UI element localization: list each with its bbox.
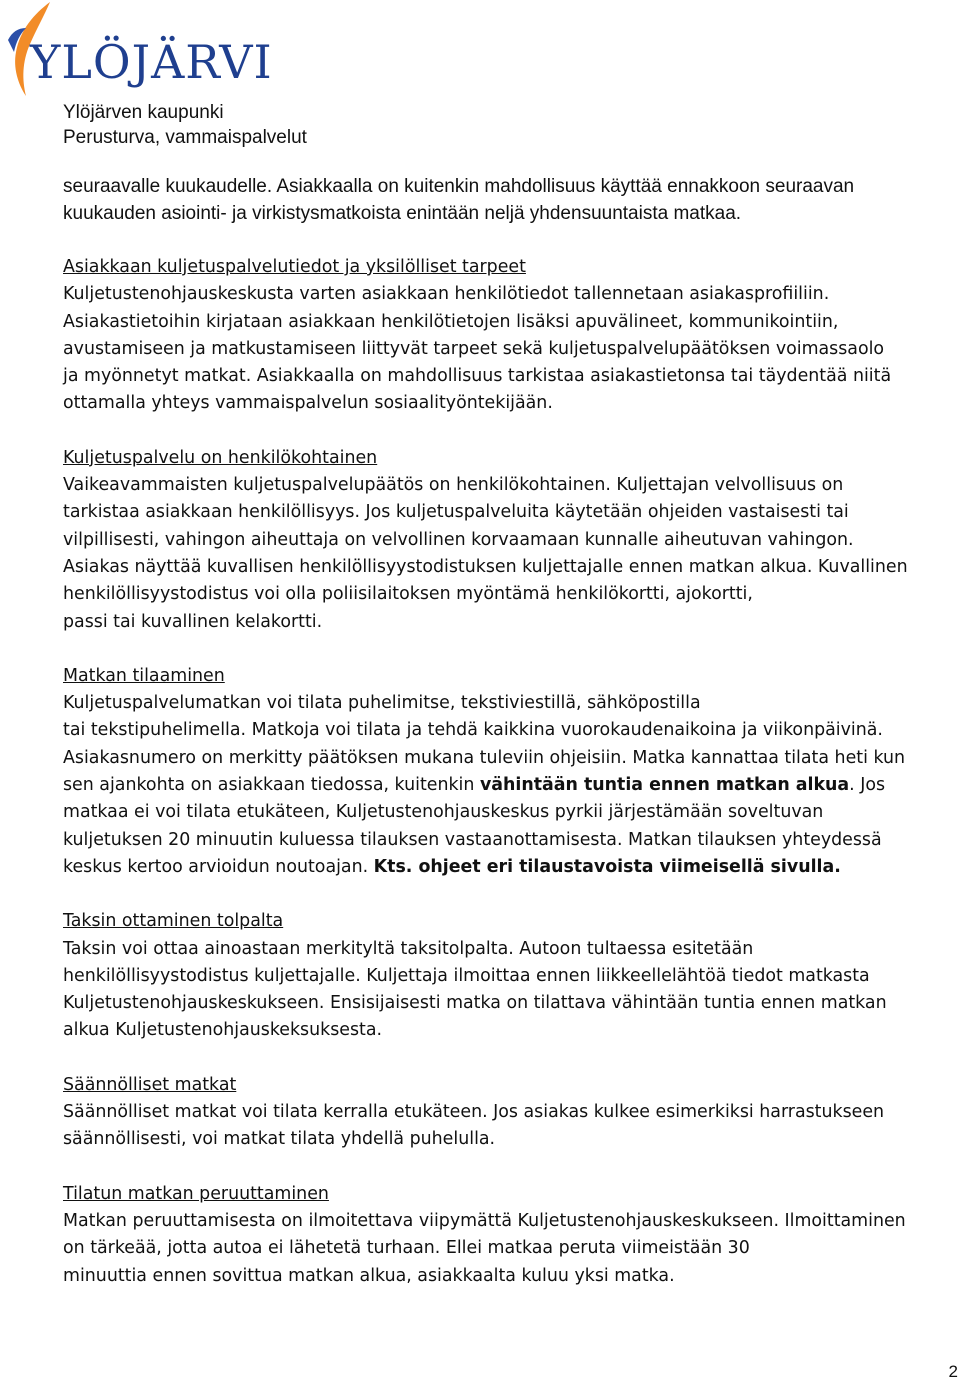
paragraph-line: Asiakas näyttää kuvallisen henkilöllisyystodistuksen kuljettajalle ennen matkan alkua. Kuvallinen — [63, 556, 908, 577]
intro-paragraph — [63, 173, 958, 227]
section-taxi-stand — [63, 908, 958, 1044]
intro-line: seuraavalle kuukaudelle. Asiakkaalla on kuitenkin mahdollisuus käyttää ennakkoon seuraavan — [63, 176, 855, 197]
logo-graphic — [4, 0, 284, 100]
text-run: sen ajankohta on asiakkaan tiedossa, kuitenkin — [63, 775, 480, 796]
paragraph-line: Asiakasnumero on merkitty päätöksen mukana tuleviin ohjeisiin. Matka kannattaa tilata heti kun — [63, 747, 906, 768]
paragraph-line: alkua Kuljetustenohjauskeksuksesta. — [63, 1020, 383, 1041]
section-title: Asiakkaan kuljetuspalvelutiedot ja yksilölliset tarpeet — [63, 257, 526, 277]
section-regular-trips — [63, 1072, 958, 1154]
paragraph-line: henkilöllisyystodistus kuljettajalle. Kuljettaja ilmoittaa ennen liikkeellelähtöä tiedot matkasta — [63, 965, 870, 986]
section-title: Säännölliset matkat — [63, 1074, 237, 1095]
page-number: 2 — [948, 1362, 958, 1381]
paragraph-line: vilpillisesti, vahingon aiheuttaja on velvollinen korvaamaan kunnalle aiheutuvan vahingon. — [63, 529, 854, 550]
paragraph-line: säännöllisesti, voi matkat tilata yhdellä puhelulla. — [63, 1129, 496, 1150]
paragraph-line: matkaa ei voi tilata etukäteen, Kuljetustenohjauskeskus pyrkii järjestämään soveltuvan — [63, 802, 824, 823]
text-run: . Jos — [849, 775, 886, 796]
document-body — [63, 173, 958, 1317]
intro-line: kuukauden asiointi- ja virkistysmatkoista enintään neljä yhdensuuntaista matkaa. — [63, 203, 742, 224]
paragraph-line: Asiakastietoihin kirjataan asiakkaan henkilötietojen lisäksi apuvälineet, kommunikointiin, — [63, 311, 839, 332]
paragraph-line: Kuljetustenohjauskeskukseen. Ensisijaisesti matka on tilattava vähintään tuntia ennen matkan — [63, 993, 887, 1014]
paragraph-line: Matkan peruuttamisesta on ilmoitettava viipymättä Kuljetustenohjauskeskukseen. Ilmoittaminen — [63, 1210, 906, 1231]
section-ordering-trip — [63, 663, 958, 881]
paragraph-line: Taksin voi ottaa ainoastaan merkityltä taksitolpalta. Autoon tultaessa esitetään — [63, 938, 754, 959]
document-header — [63, 100, 307, 150]
section-title: Tilatun matkan peruuttaminen — [63, 1183, 329, 1204]
paragraph-line: ja myönnetyt matkat. Asiakkaalla on mahdollisuus tarkistaa asiakastietonsa tai täydentää niitä — [63, 366, 892, 387]
ylojarvi-logo — [4, 0, 284, 100]
department-name: Perusturva, vammaispalvelut — [63, 127, 307, 148]
paragraph-line: tai tekstipuhelimella. Matkoja voi tilata ja tehdä kaikkina vuorokaudenaikoina ja viikonpäivinä. — [63, 720, 883, 741]
paragraph-line: kuljetuksen 20 minuutin kuluessa tilauksen vastaanottamisesta. Matkan tilauksen yhteydessä — [63, 829, 882, 850]
section-title: Matkan tilaaminen — [63, 665, 225, 686]
organization-name: Ylöjärven kaupunki — [63, 102, 224, 123]
section-personal-service — [63, 445, 958, 636]
paragraph-line: passi tai kuvallinen kelakortti. — [63, 611, 323, 632]
paragraph-line: Säännölliset matkat voi tilata kerralla etukäteen. Jos asiakas kulkee esimerkiksi harrastukseen — [63, 1102, 885, 1123]
paragraph-line: henkilöllisyystodistus voi olla poliisilaitoksen myöntämä henkilökortti, ajokortti, — [63, 584, 753, 605]
logo-text: YLÖJÄRVI — [30, 35, 273, 89]
paragraph-line: tarkistaa asiakkaan henkilöllisyys. Jos kuljetuspalveluita käytetään ohjeiden vastaisesti tai — [63, 502, 849, 523]
paragraph-line: minuuttia ennen sovittua matkan alkua, asiakkaalta kuluu yksi matka. — [63, 1265, 675, 1286]
section-title: Kuljetuspalvelu on henkilökohtainen — [63, 447, 378, 468]
paragraph-line: Kuljetuspalvelumatkan voi tilata puhelimitse, tekstiviestillä, sähköpostilla — [63, 693, 701, 714]
bold-emphasis: vähintään tuntia ennen matkan alkua — [479, 775, 850, 796]
paragraph-line: avustamiseen ja matkustamiseen liittyvät tarpeet sekä kuljetuspalvelupäätöksen voimassaolo — [63, 338, 885, 359]
section-customer-info — [63, 254, 958, 418]
paragraph-line — [63, 772, 958, 799]
paragraph-line: on tärkeää, jotta autoa ei lähetetä turhaan. Ellei matkaa peruta viimeistään 30 — [63, 1238, 750, 1259]
text-run: keskus kertoo arvioidun noutoajan. — [63, 856, 374, 877]
section-cancelling-trip — [63, 1181, 958, 1290]
paragraph-line: Kuljetustenohjauskeskusta varten asiakkaan henkilötiedot tallennetaan asiakasprofiiliin. — [63, 284, 830, 305]
paragraph-line: Vaikeavammaisten kuljetuspalvelupäätös on henkilökohtainen. Kuljettajan velvollisuus on — [63, 475, 844, 496]
paragraph-line: ottamalla yhteys vammaispalvelun sosiaalityöntekijään. — [63, 393, 553, 414]
section-title: Taksin ottaminen tolpalta — [63, 911, 284, 932]
bold-emphasis: Kts. ohjeet eri tilaustavoista viimeisellä sivulla. — [373, 856, 841, 877]
paragraph-line — [63, 854, 958, 881]
